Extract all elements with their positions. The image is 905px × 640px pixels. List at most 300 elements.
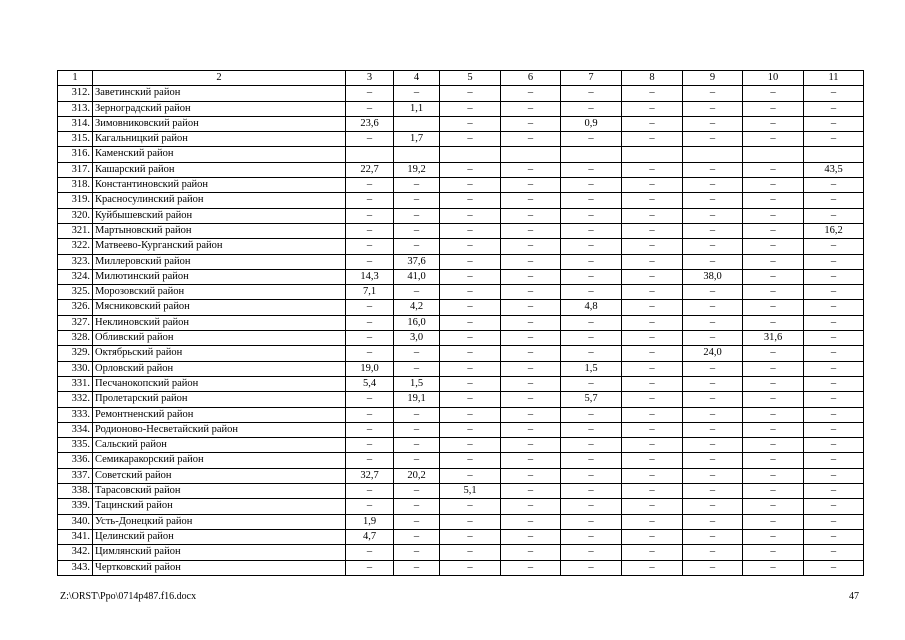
value-cell: –: [561, 514, 622, 529]
column-header: 11: [804, 71, 864, 86]
table-row: [58, 407, 864, 422]
value-cell: 1,5: [561, 361, 622, 376]
row-number-cell: 330.: [58, 361, 93, 376]
value-cell: 1,7: [394, 132, 440, 147]
value-cell: –: [804, 438, 864, 453]
value-cell: 19,1: [394, 392, 440, 407]
value-cell: –: [501, 254, 561, 269]
value-cell: –: [743, 315, 804, 330]
value-cell: –: [561, 499, 622, 514]
value-cell: 1,5: [394, 376, 440, 391]
value-cell: 32,7: [346, 468, 394, 483]
value-cell: –: [622, 86, 683, 101]
district-name-cell: Цимлянский район: [93, 545, 346, 560]
value-cell: –: [440, 529, 501, 544]
value-cell: –: [501, 376, 561, 391]
value-cell: –: [394, 422, 440, 437]
value-cell: –: [743, 392, 804, 407]
value-cell: –: [440, 376, 501, 391]
value-cell: 5,1: [440, 484, 501, 499]
value-cell: –: [683, 407, 743, 422]
value-cell: –: [743, 300, 804, 315]
district-name-cell: Семикаракорский район: [93, 453, 346, 468]
value-cell: –: [346, 331, 394, 346]
table-row: [58, 361, 864, 376]
value-cell: –: [622, 285, 683, 300]
value-cell: –: [501, 346, 561, 361]
table-row: [58, 468, 864, 483]
value-cell: –: [501, 300, 561, 315]
value-cell: [743, 147, 804, 162]
value-cell: –: [804, 422, 864, 437]
district-name-cell: Целинский район: [93, 529, 346, 544]
value-cell: –: [346, 239, 394, 254]
value-cell: –: [501, 499, 561, 514]
value-cell: –: [804, 376, 864, 391]
row-number-cell: 313.: [58, 101, 93, 116]
table-row: [58, 484, 864, 499]
value-cell: –: [440, 223, 501, 238]
value-cell: –: [346, 438, 394, 453]
district-name-cell: Ремонтненский район: [93, 407, 346, 422]
value-cell: –: [501, 514, 561, 529]
value-cell: –: [394, 529, 440, 544]
table-row: [58, 101, 864, 116]
table-row: [58, 208, 864, 223]
row-number-cell: 314.: [58, 116, 93, 131]
value-cell: –: [804, 545, 864, 560]
value-cell: –: [440, 346, 501, 361]
value-cell: –: [561, 438, 622, 453]
value-cell: –: [683, 376, 743, 391]
value-cell: –: [440, 422, 501, 437]
value-cell: –: [804, 560, 864, 575]
value-cell: –: [440, 499, 501, 514]
row-number-cell: 336.: [58, 453, 93, 468]
value-cell: –: [561, 407, 622, 422]
value-cell: –: [394, 223, 440, 238]
value-cell: –: [561, 453, 622, 468]
value-cell: –: [743, 162, 804, 177]
page-number: 47: [849, 591, 859, 602]
value-cell: –: [804, 361, 864, 376]
value-cell: –: [501, 545, 561, 560]
district-name-cell: Усть-Донецкий район: [93, 514, 346, 529]
value-cell: –: [622, 422, 683, 437]
value-cell: –: [561, 422, 622, 437]
value-cell: –: [683, 438, 743, 453]
value-cell: –: [346, 178, 394, 193]
district-name-cell: Морозовский район: [93, 285, 346, 300]
value-cell: –: [743, 116, 804, 131]
table-row: [58, 254, 864, 269]
value-cell: –: [440, 560, 501, 575]
row-number-cell: 324.: [58, 269, 93, 284]
value-cell: –: [804, 116, 864, 131]
value-cell: –: [804, 315, 864, 330]
value-cell: –: [743, 545, 804, 560]
value-cell: –: [394, 407, 440, 422]
value-cell: –: [346, 499, 394, 514]
value-cell: –: [804, 208, 864, 223]
value-cell: –: [501, 392, 561, 407]
value-cell: [394, 116, 440, 131]
value-cell: –: [622, 254, 683, 269]
value-cell: –: [622, 193, 683, 208]
value-cell: –: [440, 208, 501, 223]
column-header: 5: [440, 71, 501, 86]
value-cell: –: [804, 331, 864, 346]
value-cell: –: [561, 178, 622, 193]
value-cell: –: [440, 162, 501, 177]
value-cell: –: [743, 407, 804, 422]
table-row: [58, 346, 864, 361]
value-cell: –: [743, 208, 804, 223]
table-row: [58, 438, 864, 453]
value-cell: –: [440, 361, 501, 376]
value-cell: –: [743, 438, 804, 453]
value-cell: –: [683, 193, 743, 208]
value-cell: –: [743, 86, 804, 101]
row-number-cell: 331.: [58, 376, 93, 391]
value-cell: –: [501, 361, 561, 376]
column-header: 7: [561, 71, 622, 86]
value-cell: –: [804, 468, 864, 483]
row-number-cell: 343.: [58, 560, 93, 575]
value-cell: –: [394, 499, 440, 514]
value-cell: 1,9: [346, 514, 394, 529]
value-cell: –: [440, 514, 501, 529]
table-row: [58, 422, 864, 437]
value-cell: –: [501, 422, 561, 437]
value-cell: –: [346, 223, 394, 238]
value-cell: –: [501, 560, 561, 575]
value-cell: –: [394, 285, 440, 300]
table-row: [58, 239, 864, 254]
value-cell: –: [683, 132, 743, 147]
table-row: [58, 178, 864, 193]
value-cell: –: [743, 529, 804, 544]
row-number-cell: 340.: [58, 514, 93, 529]
value-cell: 37,6: [394, 254, 440, 269]
district-name-cell: Неклиновский район: [93, 315, 346, 330]
column-header: 1: [58, 71, 93, 86]
value-cell: –: [743, 468, 804, 483]
table-row: [58, 162, 864, 177]
district-name-cell: Тацинский район: [93, 499, 346, 514]
district-name-cell: Красносулинский район: [93, 193, 346, 208]
value-cell: –: [622, 453, 683, 468]
value-cell: –: [346, 132, 394, 147]
value-cell: –: [622, 162, 683, 177]
value-cell: –: [501, 208, 561, 223]
value-cell: –: [622, 223, 683, 238]
value-cell: 7,1: [346, 285, 394, 300]
table-row: [58, 560, 864, 575]
value-cell: 43,5: [804, 162, 864, 177]
value-cell: 23,6: [346, 116, 394, 131]
value-cell: –: [804, 269, 864, 284]
value-cell: –: [622, 361, 683, 376]
value-cell: 0,9: [561, 116, 622, 131]
value-cell: –: [683, 101, 743, 116]
value-cell: –: [561, 545, 622, 560]
value-cell: –: [394, 178, 440, 193]
value-cell: –: [804, 132, 864, 147]
value-cell: 4,8: [561, 300, 622, 315]
value-cell: –: [804, 239, 864, 254]
value-cell: –: [561, 484, 622, 499]
value-cell: –: [622, 132, 683, 147]
value-cell: –: [683, 254, 743, 269]
row-number-cell: 320.: [58, 208, 93, 223]
value-cell: –: [440, 116, 501, 131]
district-name-cell: Константиновский район: [93, 178, 346, 193]
value-cell: –: [440, 86, 501, 101]
value-cell: –: [501, 468, 561, 483]
value-cell: –: [440, 101, 501, 116]
column-header: 4: [394, 71, 440, 86]
table-row: [58, 376, 864, 391]
value-cell: –: [394, 346, 440, 361]
value-cell: –: [622, 178, 683, 193]
value-cell: –: [804, 178, 864, 193]
value-cell: –: [683, 484, 743, 499]
district-name-cell: Зерноградский район: [93, 101, 346, 116]
value-cell: [683, 147, 743, 162]
table-row: [58, 453, 864, 468]
value-cell: –: [346, 392, 394, 407]
value-cell: 5,7: [561, 392, 622, 407]
value-cell: –: [683, 392, 743, 407]
value-cell: [346, 147, 394, 162]
value-cell: –: [394, 193, 440, 208]
value-cell: –: [743, 132, 804, 147]
value-cell: –: [683, 422, 743, 437]
value-cell: –: [501, 453, 561, 468]
value-cell: –: [394, 239, 440, 254]
table-row: [58, 269, 864, 284]
value-cell: –: [561, 560, 622, 575]
table-row: [58, 147, 864, 162]
row-number-cell: 326.: [58, 300, 93, 315]
value-cell: –: [561, 223, 622, 238]
table-row: [58, 193, 864, 208]
value-cell: 31,6: [743, 331, 804, 346]
value-cell: –: [394, 484, 440, 499]
value-cell: –: [501, 438, 561, 453]
value-cell: –: [683, 560, 743, 575]
district-name-cell: Тарасовский район: [93, 484, 346, 499]
table-row: [58, 499, 864, 514]
value-cell: –: [804, 254, 864, 269]
table-row: [58, 545, 864, 560]
row-number-cell: 315.: [58, 132, 93, 147]
value-cell: –: [501, 86, 561, 101]
row-number-cell: 338.: [58, 484, 93, 499]
value-cell: –: [622, 315, 683, 330]
table-row: [58, 223, 864, 238]
column-header: 2: [93, 71, 346, 86]
value-cell: –: [561, 376, 622, 391]
value-cell: [440, 147, 501, 162]
value-cell: –: [501, 407, 561, 422]
value-cell: –: [743, 346, 804, 361]
value-cell: –: [743, 484, 804, 499]
row-number-cell: 323.: [58, 254, 93, 269]
value-cell: –: [622, 407, 683, 422]
value-cell: –: [622, 346, 683, 361]
value-cell: –: [743, 239, 804, 254]
value-cell: –: [440, 300, 501, 315]
value-cell: –: [804, 484, 864, 499]
row-number-cell: 341.: [58, 529, 93, 544]
value-cell: –: [743, 376, 804, 391]
value-cell: –: [561, 254, 622, 269]
value-cell: –: [622, 560, 683, 575]
value-cell: –: [394, 545, 440, 560]
value-cell: –: [622, 468, 683, 483]
district-name-cell: Мясниковский район: [93, 300, 346, 315]
row-number-cell: 333.: [58, 407, 93, 422]
value-cell: –: [440, 392, 501, 407]
column-header: 10: [743, 71, 804, 86]
document-path: Z:\ORST\Ppo\0714p487.f16.docx: [60, 591, 197, 602]
table-row: [58, 514, 864, 529]
value-cell: 16,0: [394, 315, 440, 330]
value-cell: –: [683, 529, 743, 544]
value-cell: –: [561, 193, 622, 208]
value-cell: –: [346, 545, 394, 560]
value-cell: –: [683, 285, 743, 300]
value-cell: –: [683, 162, 743, 177]
value-cell: –: [743, 285, 804, 300]
value-cell: –: [804, 346, 864, 361]
value-cell: –: [804, 300, 864, 315]
value-cell: –: [501, 223, 561, 238]
row-number-cell: 325.: [58, 285, 93, 300]
value-cell: –: [683, 223, 743, 238]
value-cell: –: [501, 101, 561, 116]
value-cell: –: [501, 529, 561, 544]
value-cell: –: [561, 239, 622, 254]
value-cell: 19,2: [394, 162, 440, 177]
value-cell: –: [804, 407, 864, 422]
value-cell: –: [440, 285, 501, 300]
value-cell: –: [346, 101, 394, 116]
table-header-row: [58, 71, 864, 86]
row-number-cell: 327.: [58, 315, 93, 330]
value-cell: –: [561, 285, 622, 300]
district-name-cell: Милютинский район: [93, 269, 346, 284]
row-number-cell: 321.: [58, 223, 93, 238]
district-name-cell: Родионово-Несветайский район: [93, 422, 346, 437]
value-cell: –: [683, 116, 743, 131]
value-cell: –: [561, 162, 622, 177]
value-cell: –: [622, 545, 683, 560]
value-cell: –: [683, 453, 743, 468]
row-number-cell: 332.: [58, 392, 93, 407]
value-cell: –: [501, 239, 561, 254]
row-number-cell: 334.: [58, 422, 93, 437]
row-number-cell: 329.: [58, 346, 93, 361]
value-cell: –: [346, 315, 394, 330]
row-number-cell: 342.: [58, 545, 93, 560]
value-cell: –: [622, 392, 683, 407]
row-number-cell: 328.: [58, 331, 93, 346]
value-cell: –: [501, 269, 561, 284]
value-cell: –: [683, 361, 743, 376]
value-cell: –: [440, 178, 501, 193]
district-name-cell: Сальский район: [93, 438, 346, 453]
district-name-cell: Кашарский район: [93, 162, 346, 177]
value-cell: –: [440, 438, 501, 453]
value-cell: 19,0: [346, 361, 394, 376]
value-cell: –: [683, 545, 743, 560]
table-row: [58, 285, 864, 300]
value-cell: –: [622, 116, 683, 131]
value-cell: –: [743, 193, 804, 208]
value-cell: –: [501, 178, 561, 193]
row-number-cell: 322.: [58, 239, 93, 254]
value-cell: –: [622, 499, 683, 514]
value-cell: –: [394, 560, 440, 575]
value-cell: –: [743, 560, 804, 575]
row-number-cell: 317.: [58, 162, 93, 177]
value-cell: –: [622, 208, 683, 223]
value-cell: –: [501, 193, 561, 208]
value-cell: –: [346, 254, 394, 269]
district-name-cell: Пролетарский район: [93, 392, 346, 407]
district-name-cell: Октябрьский район: [93, 346, 346, 361]
table-row: [58, 86, 864, 101]
value-cell: –: [804, 101, 864, 116]
value-cell: –: [440, 545, 501, 560]
value-cell: –: [561, 331, 622, 346]
district-name-cell: Мартыновский район: [93, 223, 346, 238]
value-cell: 14,3: [346, 269, 394, 284]
value-cell: –: [501, 116, 561, 131]
row-number-cell: 319.: [58, 193, 93, 208]
value-cell: –: [683, 315, 743, 330]
value-cell: –: [501, 162, 561, 177]
district-name-cell: Чертковский район: [93, 560, 346, 575]
value-cell: [394, 147, 440, 162]
value-cell: –: [743, 499, 804, 514]
value-cell: –: [440, 315, 501, 330]
value-cell: 16,2: [804, 223, 864, 238]
district-name-cell: Кагальницкий район: [93, 132, 346, 147]
value-cell: –: [561, 101, 622, 116]
value-cell: –: [804, 285, 864, 300]
value-cell: –: [346, 453, 394, 468]
district-name-cell: Орловский район: [93, 361, 346, 376]
district-name-cell: Заветинский район: [93, 86, 346, 101]
district-name-cell: Обливский район: [93, 331, 346, 346]
value-cell: –: [346, 407, 394, 422]
value-cell: 4,2: [394, 300, 440, 315]
value-cell: –: [440, 407, 501, 422]
value-cell: –: [743, 178, 804, 193]
value-cell: –: [346, 560, 394, 575]
value-cell: 38,0: [683, 269, 743, 284]
value-cell: [804, 147, 864, 162]
value-cell: –: [394, 438, 440, 453]
value-cell: –: [683, 178, 743, 193]
value-cell: 4,7: [346, 529, 394, 544]
district-name-cell: Советский район: [93, 468, 346, 483]
value-cell: –: [804, 453, 864, 468]
